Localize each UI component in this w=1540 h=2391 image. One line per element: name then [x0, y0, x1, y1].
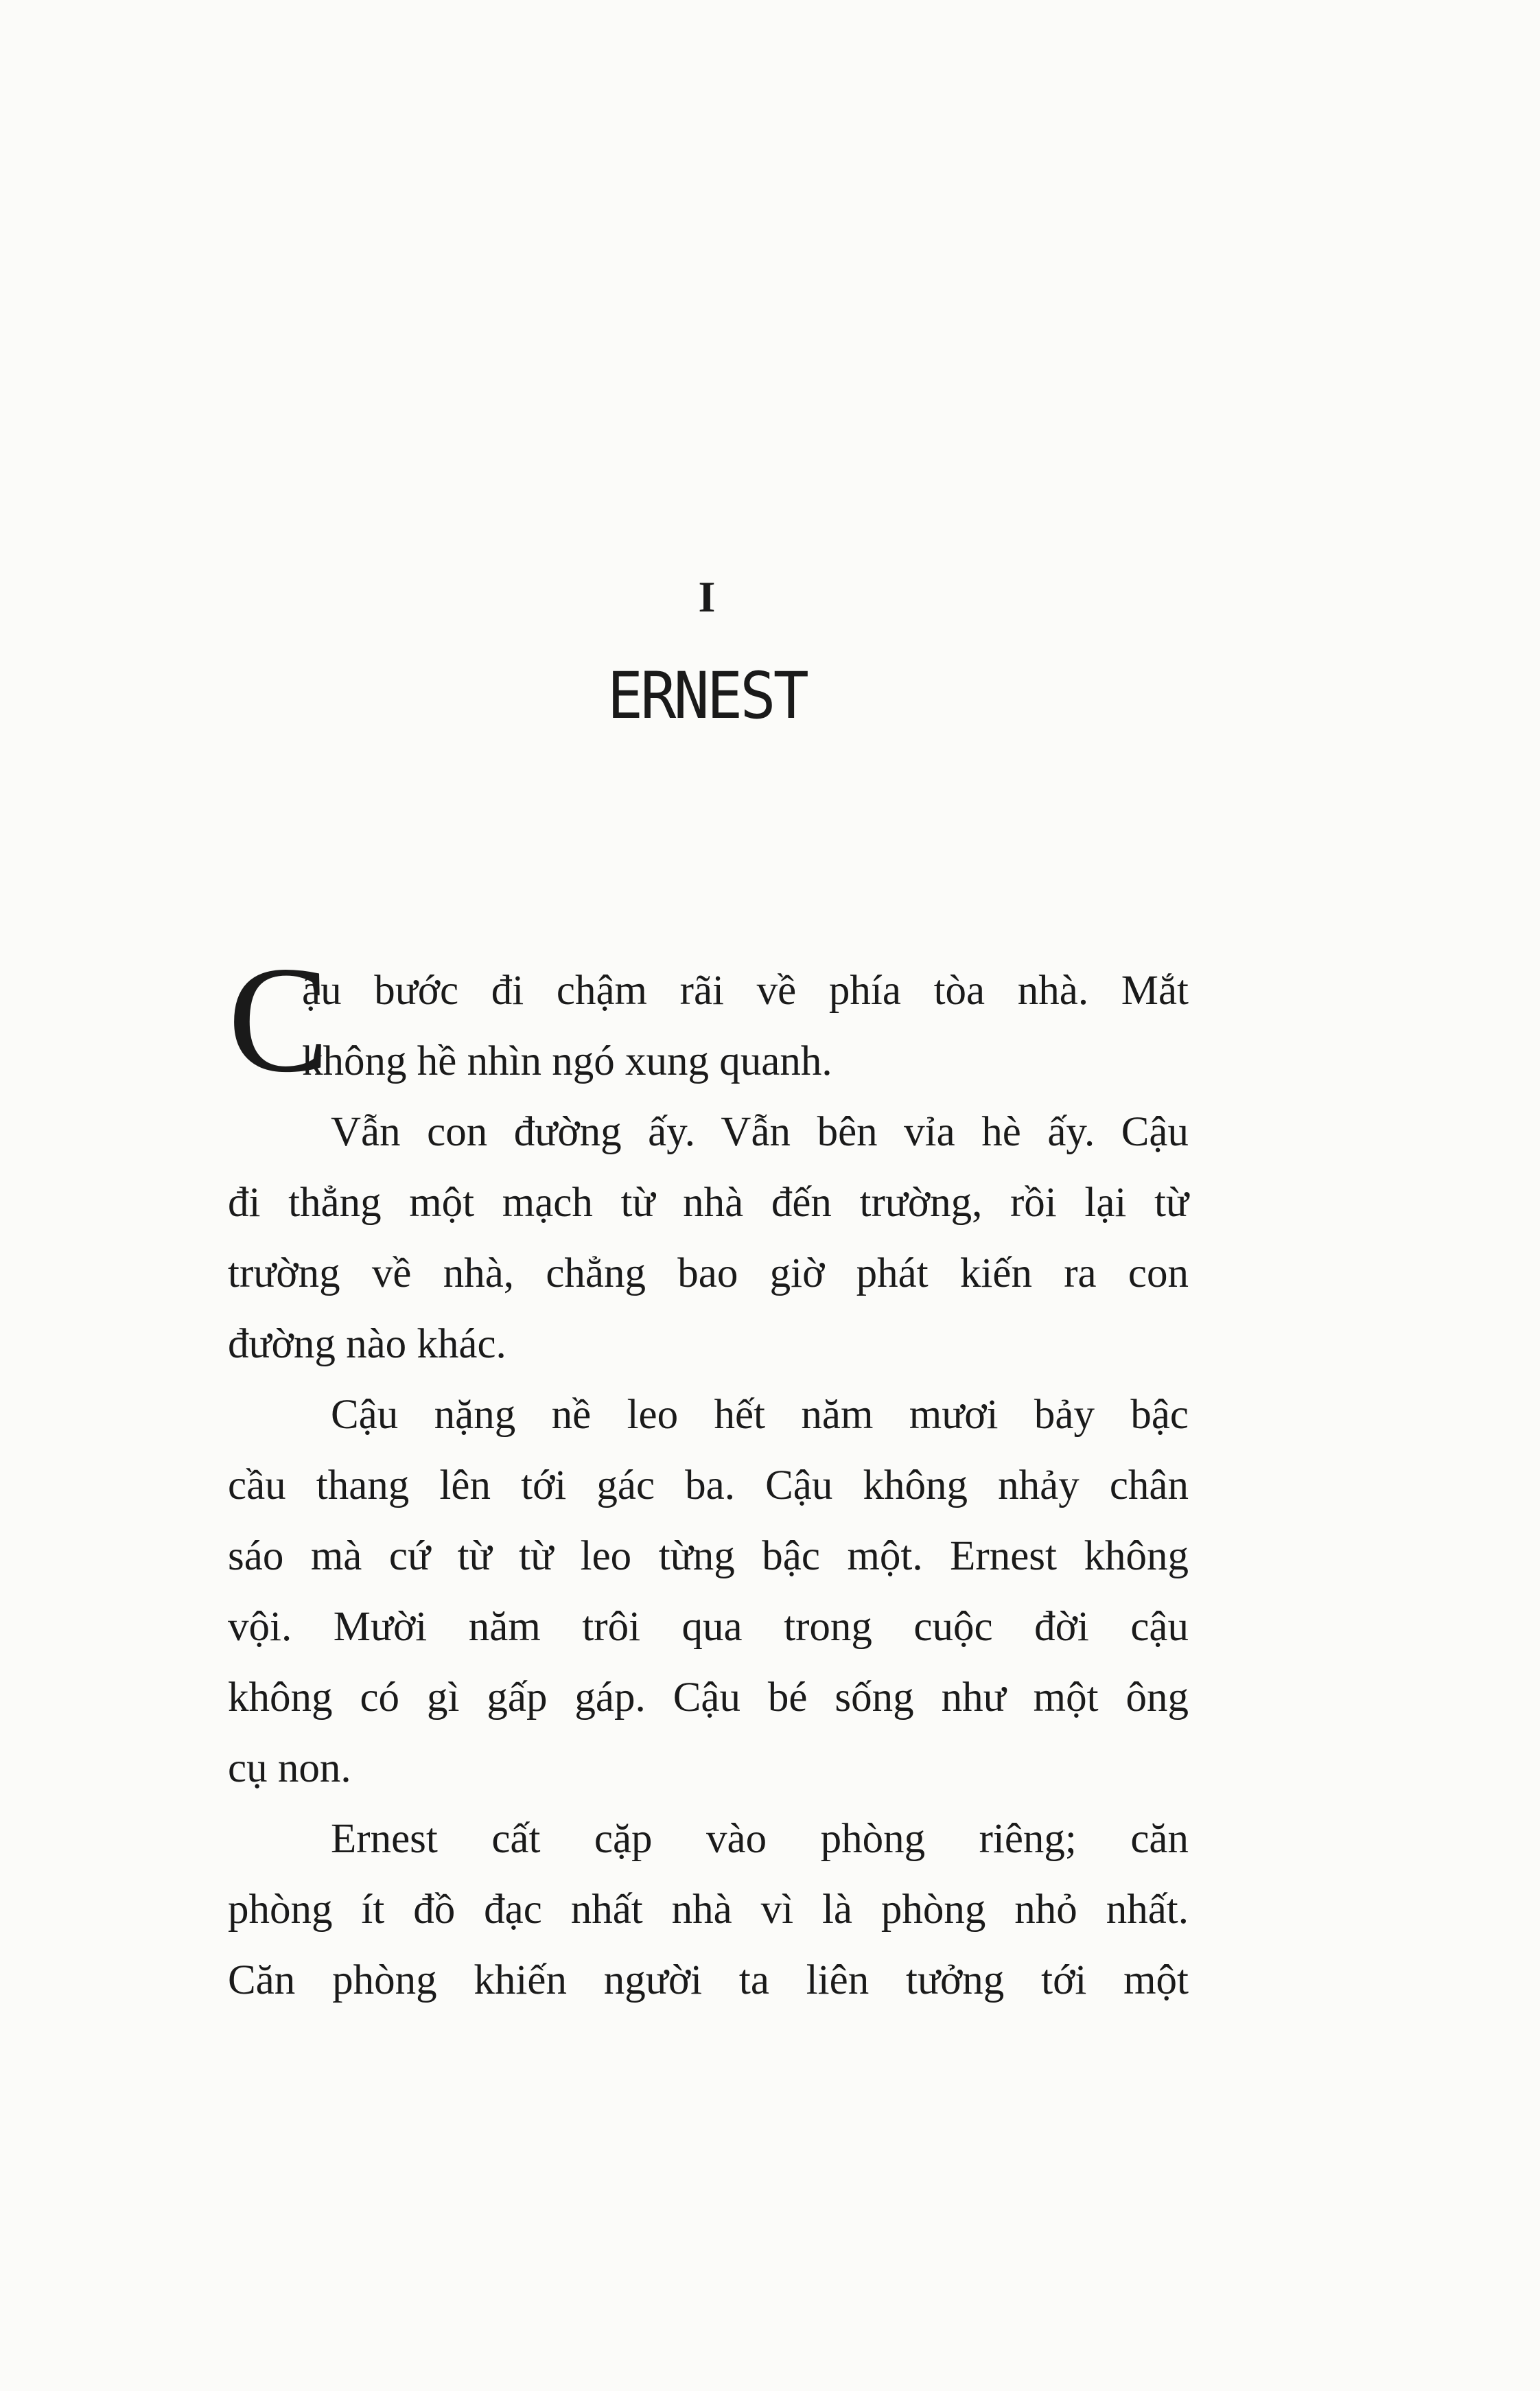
text-line: ậu bước đi chậm rãi về phía tòa nhà. Mắt [302, 968, 1189, 1014]
paragraph [228, 1804, 1189, 2016]
text-line: cụ non. [228, 1745, 351, 1791]
paragraph [228, 1379, 1189, 1804]
text-line: không có gì gấp gáp. Cậu bé sống như một ông [228, 1675, 1189, 1721]
text-line: đường nào khác. [228, 1321, 506, 1367]
text-line: đi thẳng một mạch từ nhà đến trường, rồi lại từ [228, 1180, 1189, 1226]
first-paragraph [228, 935, 1189, 1104]
text-line: Cậu nặng nề leo hết năm mươi bảy bậc [331, 1392, 1189, 1438]
chapter-body [228, 935, 1189, 2016]
text-line: trường về nhà, chẳng bao giờ phát kiến ra con [228, 1250, 1189, 1296]
text-line: Căn phòng khiến người ta liên tưởng tới một [228, 1957, 1189, 2003]
chapter-title: ERNEST [607, 659, 807, 734]
text-line: phòng ít đồ đạc nhất nhà vì là phòng nhỏ nhất. [228, 1887, 1189, 1933]
text-line: Vẫn con đường ấy. Vẫn bên vỉa hè ấy. Cậu [331, 1109, 1189, 1155]
chapter-number: I [698, 572, 716, 621]
text-line: vội. Mười năm trôi qua trong cuộc đời cậu [228, 1604, 1189, 1650]
paragraph [228, 1097, 1189, 1379]
text-line: sáo mà cứ từ từ leo từng bậc một. Ernest không [228, 1533, 1189, 1579]
text-line: Ernest cất cặp vào phòng riêng; căn [331, 1816, 1189, 1862]
text-line: không hề nhìn ngó xung quanh. [302, 1038, 832, 1084]
text-line: cầu thang lên tới gác ba. Cậu không nhảy chân [228, 1462, 1189, 1508]
drop-cap: C [228, 935, 330, 1104]
